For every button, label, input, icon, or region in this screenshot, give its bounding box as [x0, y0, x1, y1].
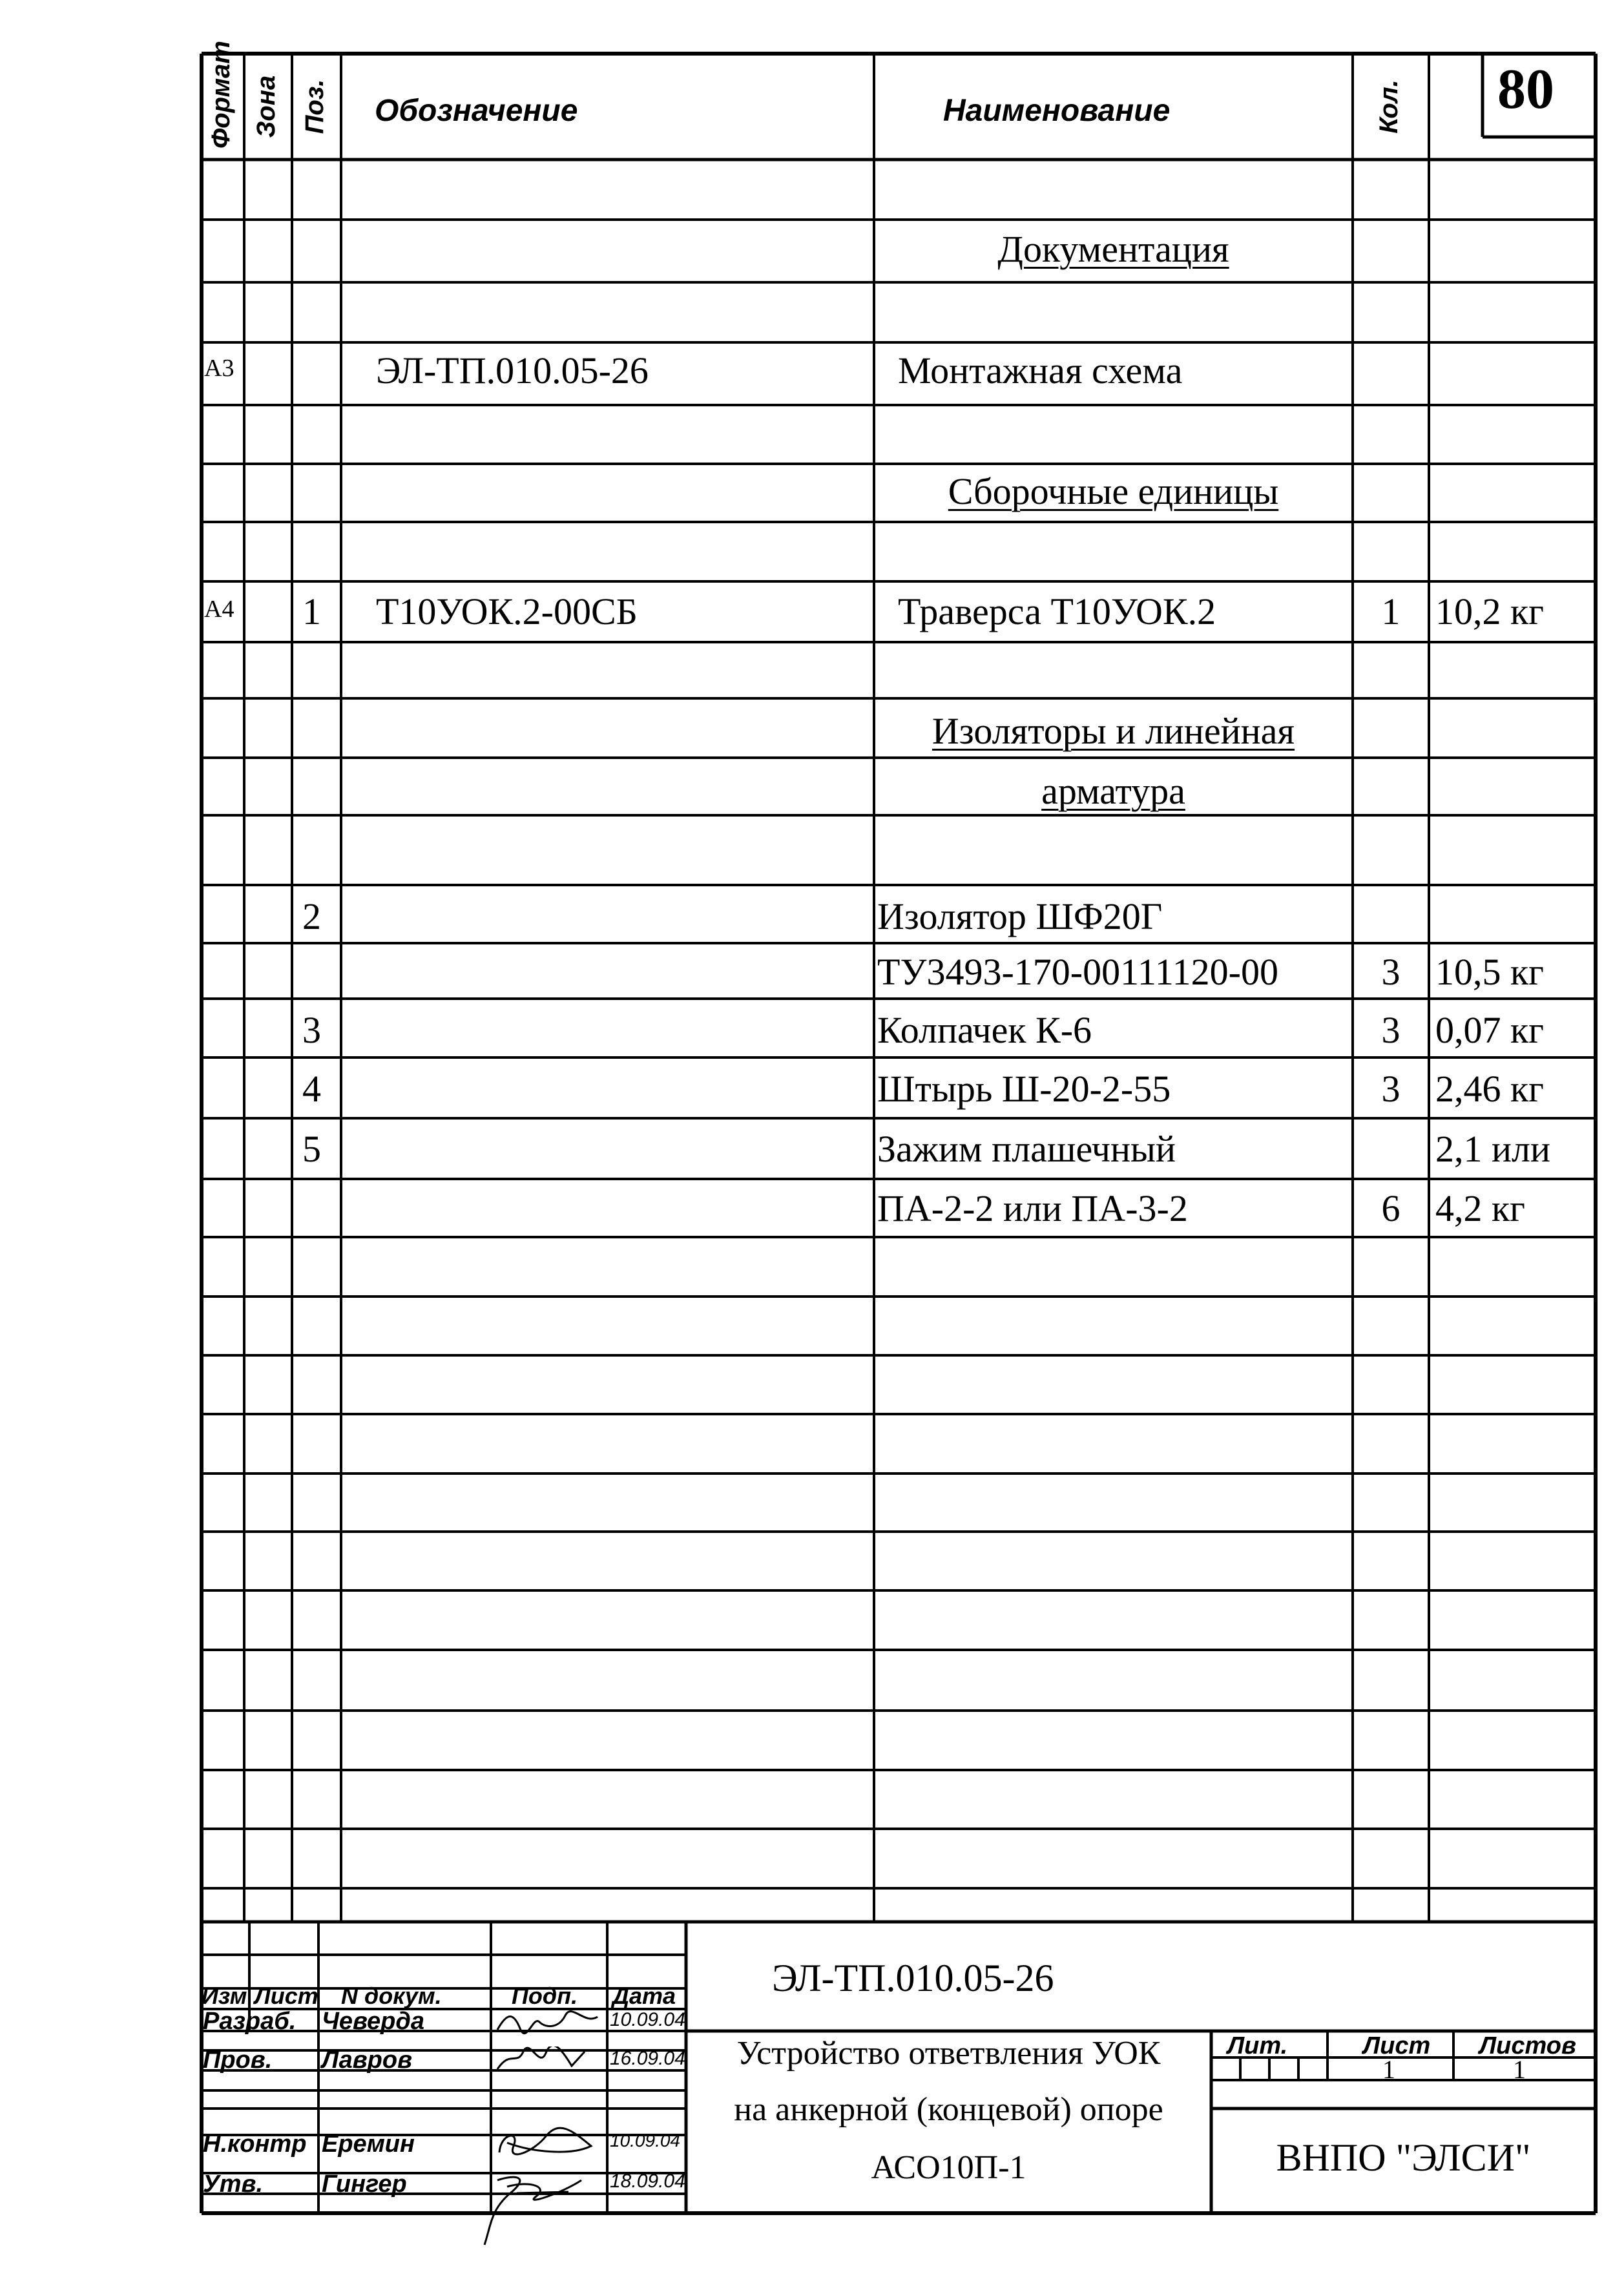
row-pos: 1	[302, 590, 321, 632]
row-note: 10,2 кг	[1435, 590, 1544, 632]
row-qty: 1	[1381, 590, 1400, 632]
date-nkontr: 10.09.04	[610, 2130, 680, 2151]
row-name: Изолятор ШФ20Г	[877, 895, 1163, 937]
document-code: ЭЛ-ТП.010.05-26	[772, 1957, 1054, 1999]
signature-utv	[472, 2167, 601, 2251]
row-name: Траверса Т10УОК.2	[898, 590, 1216, 632]
row-name-heading: Изоляторы и линейная	[932, 710, 1295, 752]
role-prov: Пров.	[203, 2047, 273, 2074]
row-lines	[202, 220, 1596, 1888]
name-utv: Гингер	[322, 2171, 407, 2198]
sheets-label: Листов	[1479, 2032, 1576, 2059]
column-header-format: Формат	[207, 41, 235, 149]
date-prov: 16.09.04	[610, 2048, 685, 2069]
organization: ВНПО "ЭЛСИ"	[1276, 2136, 1531, 2179]
role-nkontr: Н.контр	[203, 2130, 307, 2158]
row-note: 4,2 кг	[1435, 1187, 1525, 1229]
lit-label: Лит.	[1227, 2032, 1288, 2059]
column-header-qty: Кол.	[1375, 79, 1403, 134]
sheet-value: 1	[1382, 2055, 1395, 2084]
tb-header-list: Лист	[255, 1983, 318, 2009]
signature-razrab	[494, 2009, 604, 2035]
role-razrab: Разраб.	[203, 2008, 297, 2035]
row-pos: 2	[302, 895, 321, 937]
row-qty: 6	[1381, 1187, 1400, 1229]
row-qty: 3	[1381, 1068, 1400, 1110]
column-header-designation: Обозначение	[375, 94, 578, 128]
document-title-line2: на анкерной (концевой) опоре	[734, 2091, 1163, 2128]
row-name: ТУ3493-170-00111120-00	[877, 951, 1278, 993]
row-designation: ЭЛ-ТП.010.05-26	[376, 349, 649, 391]
tb-header-data: Дата	[612, 1983, 676, 2009]
name-nkontr: Еремин	[322, 2130, 415, 2158]
sheet-number: 80	[1497, 58, 1554, 121]
row-qty: 3	[1381, 951, 1400, 993]
row-name-heading: Сборочные единицы	[948, 470, 1279, 512]
signature-prov	[494, 2047, 604, 2072]
row-name: ПА-2-2 или ПА-3-2	[877, 1187, 1188, 1229]
row-pos: 3	[302, 1009, 321, 1051]
sheets-value: 1	[1513, 2055, 1526, 2084]
row-name: Штырь Ш-20-2-55	[877, 1068, 1171, 1110]
row-name: Колпачек К-6	[877, 1009, 1092, 1051]
row-name-heading: Документация	[997, 228, 1229, 270]
row-note: 2,46 кг	[1435, 1068, 1544, 1110]
column-header-zone: Зона	[252, 75, 280, 138]
row-name: Монтажная схема	[898, 349, 1183, 391]
row-name: Зажим плашечный	[877, 1128, 1176, 1170]
column-header-name: Наименование	[943, 94, 1171, 128]
row-pos: 5	[302, 1128, 321, 1170]
tb-header-podp: Подп.	[512, 1983, 578, 2009]
sheet-label: Лист	[1363, 2032, 1431, 2059]
document-title-line3: АСО10П-1	[871, 2149, 1026, 2186]
row-note: 10,5 кг	[1435, 951, 1544, 993]
row-format: А3	[204, 355, 234, 382]
name-razrab: Чеверда	[322, 2008, 425, 2035]
date-razrab: 10.09.04	[610, 2009, 685, 2030]
row-note: 2,1 или	[1435, 1128, 1551, 1170]
signature-nkontr	[494, 2127, 604, 2159]
row-qty: 3	[1381, 1009, 1400, 1051]
name-prov: Лавров	[322, 2047, 413, 2074]
row-pos: 4	[302, 1068, 321, 1110]
tb-header-ndok: N докум.	[341, 1983, 442, 2009]
document-title-line1: Устройство ответвления УОК	[736, 2035, 1161, 2072]
row-format: А4	[204, 596, 234, 623]
tb-header-izm: Изм	[202, 1983, 247, 2009]
column-header-pos: Поз.	[300, 79, 329, 134]
role-utv: Утв.	[203, 2171, 264, 2198]
row-note: 0,07 кг	[1435, 1009, 1544, 1051]
row-name-heading: арматура	[1041, 770, 1185, 812]
row-designation: Т10УОК.2-00СБ	[376, 590, 638, 632]
date-utv: 18.09.04	[610, 2171, 685, 2192]
